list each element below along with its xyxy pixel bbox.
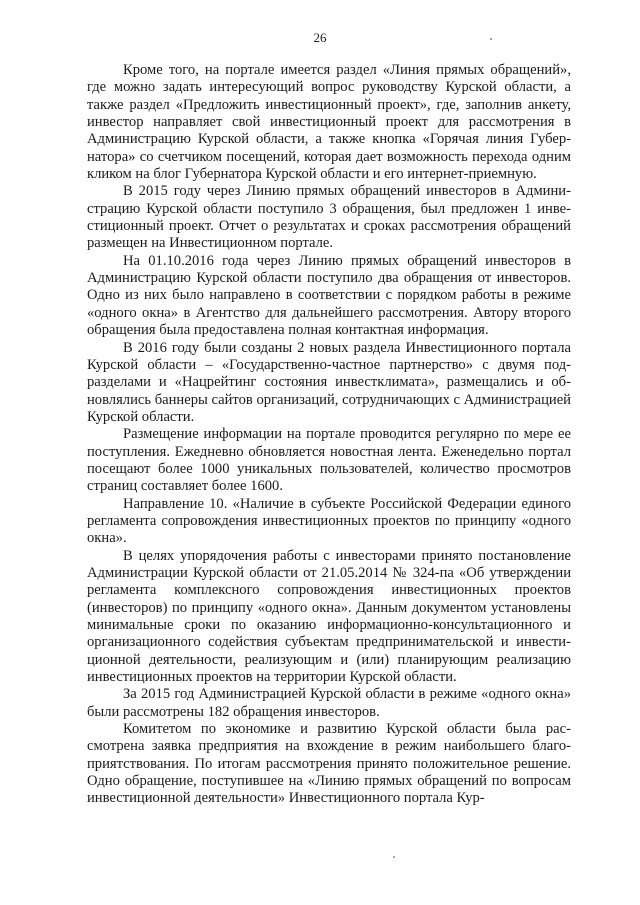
- paragraph-2015-appeals: В 2015 году через Линию прямых обращений инвесторов в Администрацию Курской области поступило 3 обращения, был предложен 1 инвестиционный проект. Отчет о результатах и сроках рассмотрения обращений размещен на Инвестиционном портале.: [87, 183, 571, 252]
- document-body: [87, 62, 571, 808]
- scan-speck: [393, 856, 395, 858]
- paragraph-new-sections: В 2016 году были созданы 2 новых раздела Инвестиционного портала Курской области – «Государственно-частное партнерство» с двумя подразделами и «Нацрейтинг состояния инвестклимата», размещались и обновлялись баннеры сайтов организаций, сотрудничающих с Администрацией Курской области.: [87, 339, 571, 425]
- paragraph-portal-sections: Кроме того, на портале имеется раздел «Линия прямых обращений», где можно задать интересующий вопрос руководству Курской области, а также раздел «Предложить инвестиционный проект», где, заполнив анкету, инвестор направляет свой инвестиционный проект для рассмотрения в Администрацию Курской области, а также кнопка «Горячая линия Губернатора» со счетчиком посещений, которая дает возможность перехода одним кликом на блог Губернатора Курской области и его интернет-приемную.: [87, 62, 571, 183]
- paragraph-2016-appeals: На 01.10.2016 года через Линию прямых обращений инвесторов в Администрацию Курской области поступило два обращения от инвесторов. Одно из них было направлено в соответствии с порядком работы в режиме «одного окна» в Агентство для дальнейшего рассмотрения. Автору второго обращения была предоставлена полная контактная информация.: [87, 252, 571, 339]
- paragraph-portal-traffic: Размещение информации на портале проводится регулярно по мере ее поступления. Ежедневно обновляется новостная лента. Еженедельно портал посещают более 1000 уникальных пользователей, количество просмотров страниц составляет более 1600.: [87, 426, 571, 495]
- page-number: 26: [313, 30, 327, 45]
- paragraph-2015-one-window: За 2015 год Администрацией Курской области в режиме «одного окна» были рассмотрены 182 обращения инвесторов.: [87, 686, 571, 720]
- paragraph-direction-10: Направление 10. «Наличие в субъекте Российской Федерации единого регламента сопровождения инвестиционных проектов по принципу «одного окна».: [87, 495, 571, 547]
- paragraph-regulation: В целях упорядочения работы с инвесторами принято постановление Администрации Курской области от 21.05.2014 № 324-па «Об утверждении регламента комплексного сопровождения инвестиционных проектов (инвесторов) по принципу «одного окна». Данным документом установлены минимальные сроки по оказанию информационно-консультационного и организационного содействия субъектам предпринимательской и инвестиционной деятельности, реализующим и (или) планирующим реализацию инвестиционных проектов на территории Курской области.: [87, 547, 571, 686]
- scan-speck: [490, 38, 492, 40]
- paragraph-committee: Комитетом по экономике и развитию Курской области была рассмотрена заявка предприятия на вхождение в режим наибольшего благоприятствования. По итогам рассмотрения принято положительное решение. Одно обращение, поступившее на «Линию прямых обращений по вопросам инвестиционной деятельности» Инвестиционного портала Кур-: [87, 721, 571, 807]
